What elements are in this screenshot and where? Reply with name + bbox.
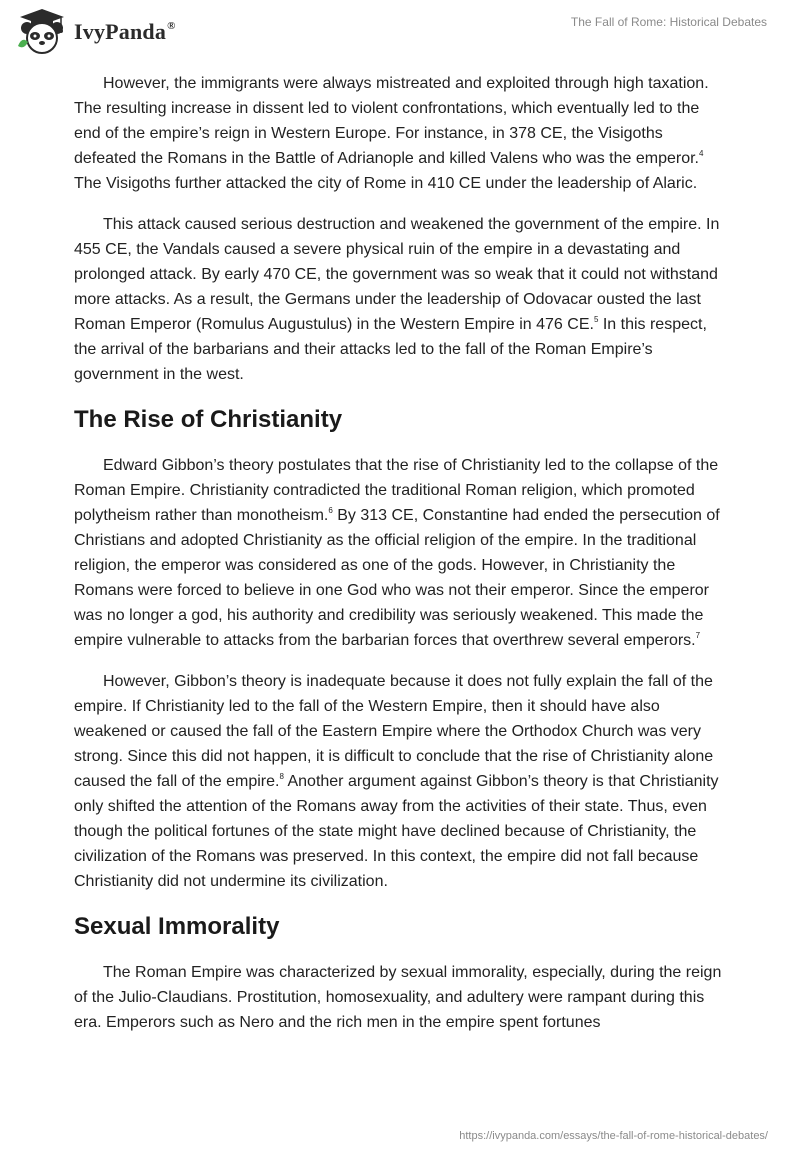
footnote-ref[interactable]: 6 [328,506,333,515]
footnote-ref[interactable]: 4 [698,149,704,158]
footnote-ref[interactable]: 7 [695,631,701,640]
section-heading-christianity: The Rise of Christianity [74,406,343,433]
brand-logo[interactable] [14,6,176,56]
panda-graduate-icon [14,6,70,56]
paragraph: This attack caused serious destruction and weakened the government of the empire. In 455 CE, the Vandals caused a severe physical ruin of the empire in a devastating and prolonged attack. By early 470 CE, the government was so weak that it could not withstand more attacks. As a result, the Germans under the leadership of Odovacar ousted the last Roman Emperor (Romulus Augustulus) in the Western Empire in 476 CE.$^5$ In this respect, the arrival of the barbarians and their attacks led to the fall of the Roman Empire’s government in the west. [74,216,720,383]
paragraph: The Roman Empire was characterized by sexual immorality, especially, during the reign of the Julio-Claudians. Prostitution, homosexuality, and adultery were rampant during this era. Emperors such as Nero and the rich men in the empire spent fortunes [74,964,722,1031]
footnote-ref[interactable]: 5 [593,315,599,324]
source-url[interactable]: https://ivypanda.com/essays/the-fall-of-rome-historical-debates/ [459,1130,768,1142]
document-title: The Fall of Rome: Historical Debates [570,15,767,29]
paragraph: However, the immigrants were always mistreated and exploited through high taxation. The resulting increase in dissent led to violent confrontations, which eventually led to the end of the empire’s reign in Western Europe. For instance, in 378 CE, the Visigoths defeated the Romans in the Battle of Adrianople and killed Valens who was the emperor.$^4$ The Visigoths further attacked the city of Rome in 410 CE under the leadership of Alaric. [74,75,709,192]
brand-name: IvyPanda® [74,19,176,44]
section-heading-immorality: Sexual Immorality [74,913,280,940]
footnote-ref[interactable]: 8 [279,772,284,781]
paragraph: However, Gibbon’s theory is inadequate because it does not fully explain the fall of the empire. If Christianity led to the fall of the Western Empire, then it should have also weakened or caused the fall of the Eastern Empire where the Orthodox Church was very strong. Since this did not happen, it is difficult to conclude that the rise of Christianity alone caused the fall of the empire.$^8$ Another argument against Gibbon’s theory is that Christianity only shifted the attention of the Romans away from the activities of their state. Thus, even though the political fortunes of the state might have declined because of Christianity, the civilization of the Romans was preserved. In this context, the empire did not fall because Christianity did not undermine its civilization. [74,673,719,890]
essay-body [74,71,724,1051]
paragraph: Edward Gibbon’s theory postulates that the rise of Christianity led to the collapse of the Roman Empire. Christianity contradicted the traditional Roman religion, which promoted polytheism rather than monotheism.$^6$ By 313 CE, Constantine had ended the persecution of Christians and adopted Christianity as the official religion of the empire. In the traditional religion, the emperor was considered as one of the gods. However, in Christianity the Romans were forced to believe in one God who was not their emperor. Since the emperor was no longer a god, his authority and credibility was seriously weakened. This made the empire vulnerable to attacks from the barbarian forces that overthrew several emperors.$^7$ [74,457,720,649]
